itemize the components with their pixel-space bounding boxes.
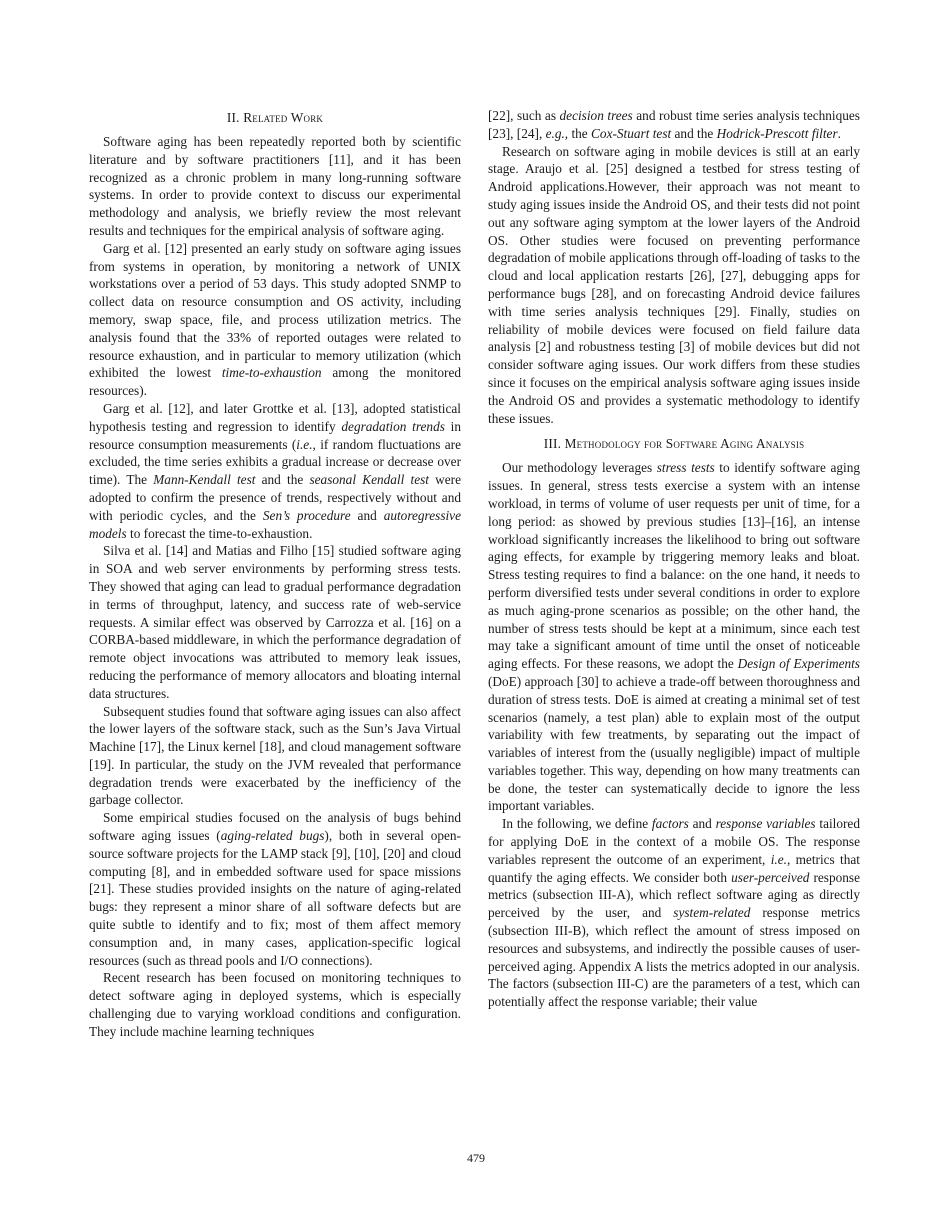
paragraph: Garg et al. [12] presented an early study on software aging issues from systems in operation, by monitoring a network of UNIX workstations over a period of 53 days. This study adopted SNMP to collect data on resource consumption and OS activity, including memory, swap space, file, and process utilization metrics. The analysis found that the 33% of reported outages were related to resource exhaustion, and in particular to memory utilization (which exhibited the lowest time-to-exhaustion among the monitored resources). <box>89 240 461 399</box>
paragraph: Our methodology leverages stress tests to identify software aging issues. In general, stress tests exercise a system with an intense workload, in terms of volume of user requests per unit of time, for a long period: as showed by previous studies [13]–[16], an intense workload significantly increases the likelihood to bring out software aging effects, for example by triggering memory leaks and bloat. Stress testing requires to find a balance: on the one hand, it needs to perform diversified tests under several conditions in order to explore as much aging-prone scenarios as possible; on the other hand, the number of stress tests should be kept at a minimum, since each test may take a significant amount of time until the onset of noticeable aging effects. For these reasons, we adopt the Design of Experiments (DoE) approach [30] to achieve a trade-off between thoroughness and duration of stress tests. DoE is aimed at creating a minimal set of test scenarios (namely, a test plan) able to explain most of the output variability with few treatments, by separating out the impact of variables of interest from the (usually negligible) impact of multiple variables together. This way, depending on how many treatments can be done, the tester can systematically decide to ignore the less important variables. <box>488 460 860 814</box>
paragraph-continuation: [22], such as decision trees and robust time series analysis techniques [23], [24], e.g., the Cox-Stuart test and the Hodrick-Prescott filter. <box>488 108 860 141</box>
section-number: III. <box>543 436 562 452</box>
paragraph: Silva et al. [14] and Matias and Filho [15] studied software aging in SOA and web server environments by performing stress tests. They showed that aging can lead to gradual performance degradation in terms of throughput, latency, and success rate of web-service requests. A similar effect was observed by Carrozza et al. [16] on a CORBA-based middleware, in which the performance degradation of remote object invocations was attributed to memory leak issues, reducing the performance of memory allocators and bloating internal data structures. <box>89 543 461 701</box>
section-title: Methodology for Software Aging Analysis <box>564 436 805 452</box>
section-number: II. <box>226 110 240 125</box>
paragraph: Garg et al. [12], and later Grottke et al. [13], adopted statistical hypothesis testing and regression to identify degradation trends in resource consumption measurements (i.e., if random fluctuations are excluded, the time series exhibits a gradual increase or decrease over time). The Mann-Kendall test and the seasonal Kendall test were adopted to confirm the presence of trends, respectively without and with periodic cycles, and the Sen’s procedure and autoregressive models to forecast the time-to-exhaustion. <box>89 400 462 541</box>
paragraph: Subsequent studies found that software aging issues can also affect the lower layers of the software stack, such as the Sun’s Java Virtual Machine [17], the Linux kernel [18], and cloud management software [19]. In particular, the study on the JVM revealed that performance degradation trends were exacerbated by the inefficiency of the garbage collector. <box>89 703 461 808</box>
paragraph: Software aging has been repeatedly reported both by scientific literature and by software practitioners [11], and it has been recognized as a chronic problem in many long-running software systems. In order to provide context to discuss our experimental methodology and analysis, we briefly review the most relevant results and techniques for the empirical analysis of software aging. <box>89 134 461 238</box>
paragraph: Recent research has been focused on monitoring techniques to detect software aging in deployed systems, which is especially challenging due to varying workload conditions and configuration. They include machine learning techniques <box>89 970 461 1039</box>
page-number: 479 <box>467 1151 485 1165</box>
paragraph: Some empirical studies focused on the analysis of bugs behind software aging issues (aging-related bugs), both in several open-source software projects for the LAMP stack [9], [10], [20] and cloud computing [8], and in embedded software used for space missions [21]. These studies provided insights on the nature of aging-related bugs: they represent a minor share of all software defects but are quite subtle to identify and to fix; most of them affect memory consumption and, in many cases, application-specific logical resources (such as thread pools and I/O connections). <box>89 810 461 968</box>
section-title: Related Work <box>243 110 324 125</box>
paragraph: Research on software aging in mobile devices is still at an early stage. Araujo et al. [25] designed a testbed for stress testing of Android applications.However, their approach was not meant to study aging issues inside the Android OS, and their tests did not point out any software aging symptom at the lower layers of the Android OS. Other studies were focused on preventing performance degradation of mobile applications through off-loading of tasks to the cloud and local application restarts [26], [27], debugging apps for performance bugs [28], and on forecasting Android device failures with time series analysis techniques [29]. Finally, studies on reliability of mobile devices were focused on field failure data analysis [2] and robustness testing [3] of mobile devices but did not consider software aging issues. Our work differs from these studies since it focuses on the empirical analysis software aging issues inside the Android OS and provides a systematic methodology to identify these issues. <box>488 143 860 426</box>
paragraph: In the following, we define factors and response variables tailored for applying DoE in the context of a mobile OS. The response variables represent the outcome of an experiment, i.e., metrics that quantify the aging effects. We consider both user-perceived response metrics (subsection III-A), which reflect software aging as directly perceived by the user, and system-related response metrics (subsection III-B), which reflect the amount of stress imposed on resources and subsystems, and indirectly the possible causes of user-perceived aging. Appendix A lists the metrics adopted in our analysis. The factors (subsection III-C) are the parameters of a test, which can potentially affect the response variable; their value <box>488 816 860 1010</box>
left-column <box>89 109 461 1041</box>
section-heading-related-work <box>89 109 461 127</box>
section-heading-methodology <box>488 435 860 453</box>
right-column <box>488 107 860 1011</box>
